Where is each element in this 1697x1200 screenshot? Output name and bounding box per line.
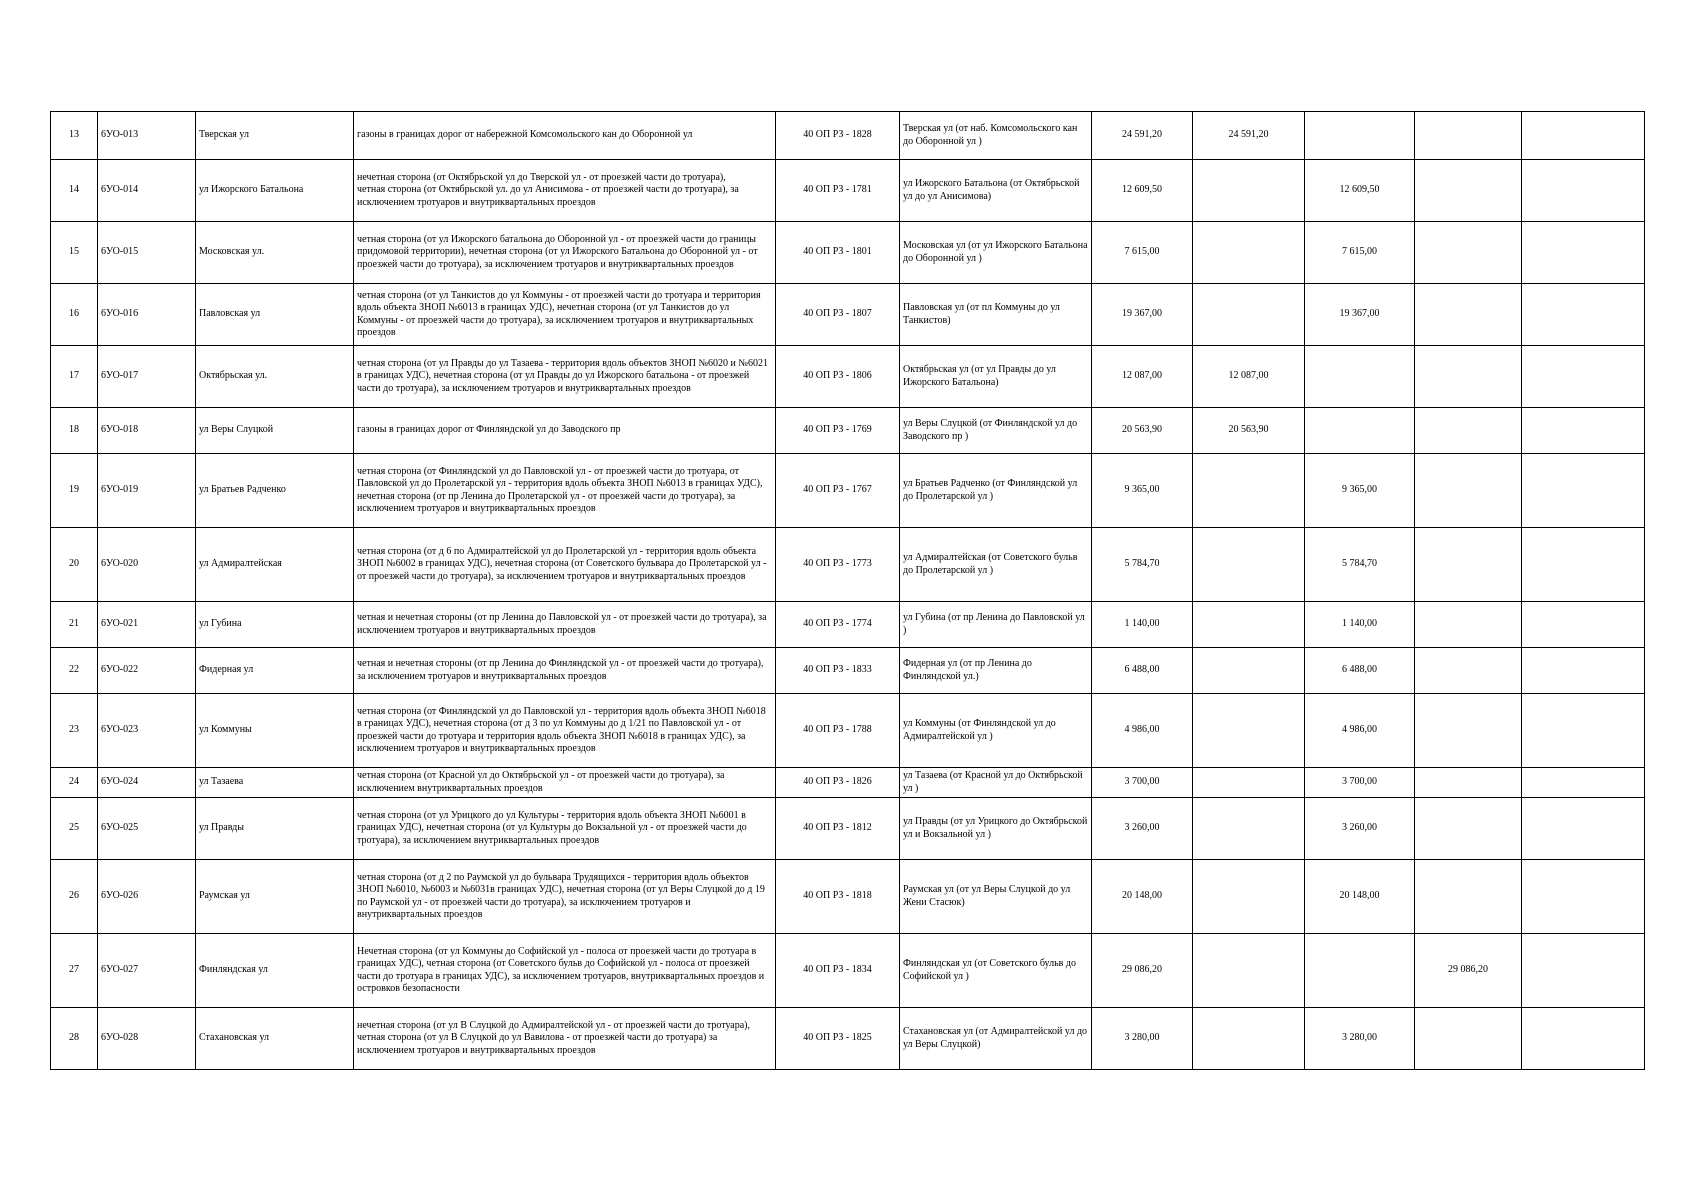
table-row: [51, 112, 1645, 160]
road-name-cell: Московская ул (от ул Ижорского Батальона до Оборонной ул ): [900, 222, 1092, 284]
road-register-number-cell: 40 ОП РЗ - 1801: [776, 222, 900, 284]
street-name-cell: ул Адмиралтейская: [196, 528, 354, 602]
value-col-2-cell: 9 365,00: [1305, 454, 1415, 528]
road-name-cell: ул Губина (от пр Ленина до Павловской ул ): [900, 602, 1092, 648]
total-area-cell: 20 563,90: [1092, 408, 1193, 454]
value-col-1-cell: [1193, 222, 1305, 284]
value-col-4-cell: [1522, 1008, 1645, 1070]
value-col-1-cell: [1193, 160, 1305, 222]
object-code-cell: 6УО-014: [98, 160, 196, 222]
value-col-4-cell: [1522, 284, 1645, 346]
area-description-cell: [354, 454, 776, 528]
total-area-cell: 5 784,70: [1092, 528, 1193, 602]
value-col-4-cell: [1522, 602, 1645, 648]
road-register-number-cell: 40 ОП РЗ - 1812: [776, 798, 900, 860]
value-col-2-cell: 3 700,00: [1305, 768, 1415, 798]
value-col-2-cell: 3 260,00: [1305, 798, 1415, 860]
value-col-3-cell: [1415, 860, 1522, 934]
area-description-cell: [354, 934, 776, 1008]
road-register-number-cell: 40 ОП РЗ - 1767: [776, 454, 900, 528]
value-col-3-cell: [1415, 160, 1522, 222]
value-col-4-cell: [1522, 798, 1645, 860]
object-code-cell: 6УО-015: [98, 222, 196, 284]
street-name-cell: Финляндская ул: [196, 934, 354, 1008]
value-col-1-cell: [1193, 694, 1305, 768]
value-col-4-cell: [1522, 694, 1645, 768]
road-register-number-cell: 40 ОП РЗ - 1833: [776, 648, 900, 694]
description-line: газоны в границах дорог от набережной Комсомольского кан до Оборонной ул: [357, 129, 693, 141]
value-col-3-cell: [1415, 768, 1522, 798]
row-number-cell: 13: [51, 112, 98, 160]
row-number-cell: 15: [51, 222, 98, 284]
value-col-1-cell: [1193, 768, 1305, 798]
description-line: четная сторона (от ул Урицкого до ул Культуры - территория вдоль объекта ЗНОП №6001 в границах УДС), нечетная сторона (от ул Культуры до Вокзальной ул - от проезжей части до тротуара), за исключением внутриквартальных проездов: [357, 809, 747, 846]
value-col-3-cell: [1415, 798, 1522, 860]
value-col-2-cell: 6 488,00: [1305, 648, 1415, 694]
road-register-number-cell: 40 ОП РЗ - 1825: [776, 1008, 900, 1070]
road-register-number-cell: 40 ОП РЗ - 1788: [776, 694, 900, 768]
table-row: [51, 798, 1645, 860]
object-code-cell: 6УО-025: [98, 798, 196, 860]
street-name-cell: Тверская ул: [196, 112, 354, 160]
value-col-3-cell: 29 086,20: [1415, 934, 1522, 1008]
object-code-cell: 6УО-016: [98, 284, 196, 346]
table-row: [51, 694, 1645, 768]
total-area-cell: 4 986,00: [1092, 694, 1193, 768]
row-number-cell: 23: [51, 694, 98, 768]
street-name-cell: Октябрьская ул.: [196, 346, 354, 408]
table-row: [51, 648, 1645, 694]
table-row: [51, 284, 1645, 346]
value-col-3-cell: [1415, 602, 1522, 648]
street-register-table: [50, 111, 1645, 1070]
total-area-cell: 1 140,00: [1092, 602, 1193, 648]
total-area-cell: 3 700,00: [1092, 768, 1193, 798]
row-number-cell: 24: [51, 768, 98, 798]
total-area-cell: 7 615,00: [1092, 222, 1193, 284]
total-area-cell: 12 609,50: [1092, 160, 1193, 222]
row-number-cell: 25: [51, 798, 98, 860]
value-col-4-cell: [1522, 408, 1645, 454]
object-code-cell: 6УО-017: [98, 346, 196, 408]
area-description-cell: [354, 602, 776, 648]
description-line: четная сторона (от Красной ул до Октябрьской ул - от проезжей части до тротуара), за исключением внутриквартальных проездов: [357, 770, 725, 794]
object-code-cell: 6УО-022: [98, 648, 196, 694]
object-code-cell: 6УО-018: [98, 408, 196, 454]
area-description-cell: [354, 528, 776, 602]
total-area-cell: 9 365,00: [1092, 454, 1193, 528]
value-col-4-cell: [1522, 648, 1645, 694]
value-col-1-cell: 24 591,20: [1193, 112, 1305, 160]
total-area-cell: 12 087,00: [1092, 346, 1193, 408]
table-row: [51, 346, 1645, 408]
road-register-number-cell: 40 ОП РЗ - 1826: [776, 768, 900, 798]
value-col-2-cell: 4 986,00: [1305, 694, 1415, 768]
row-number-cell: 28: [51, 1008, 98, 1070]
value-col-2-cell: [1305, 346, 1415, 408]
road-register-number-cell: 40 ОП РЗ - 1828: [776, 112, 900, 160]
road-name-cell: Стахановская ул (от Адмиралтейской ул до ул Веры Слуцкой): [900, 1008, 1092, 1070]
row-number-cell: 14: [51, 160, 98, 222]
value-col-4-cell: [1522, 160, 1645, 222]
value-col-1-cell: [1193, 1008, 1305, 1070]
row-number-cell: 17: [51, 346, 98, 408]
area-description-cell: [354, 648, 776, 694]
value-col-4-cell: [1522, 454, 1645, 528]
object-code-cell: 6УО-028: [98, 1008, 196, 1070]
area-description-cell: [354, 160, 776, 222]
table-row: [51, 408, 1645, 454]
road-name-cell: Павловская ул (от пл Коммуны до ул Танкистов): [900, 284, 1092, 346]
area-description-cell: [354, 694, 776, 768]
object-code-cell: 6УО-021: [98, 602, 196, 648]
road-register-number-cell: 40 ОП РЗ - 1818: [776, 860, 900, 934]
value-col-3-cell: [1415, 346, 1522, 408]
road-name-cell: Фидерная ул (от пр Ленина до Финляндской ул.): [900, 648, 1092, 694]
description-line: четная сторона (от ул Ижорского батальона до Оборонной ул - от проезжей части до границы придомовой территории), нечетная сторона (от ул Ижорского Батальона до Оборонной ул - от проезжей части до тротуара), за исключением тротуаров и внутриквартальных проездов: [357, 233, 758, 270]
area-description-cell: [354, 860, 776, 934]
value-col-3-cell: [1415, 112, 1522, 160]
area-description-cell: [354, 222, 776, 284]
value-col-4-cell: [1522, 528, 1645, 602]
value-col-3-cell: [1415, 408, 1522, 454]
area-description-cell: [354, 1008, 776, 1070]
table-row: [51, 528, 1645, 602]
description-line: четная сторона (от ул Танкистов до ул Коммуны - от проезжей части до тротуара и территория вдоль объекта ЗНОП №6013 в границах УДС), нечетная сторона (от ул Танкистов до ул Коммуны - от проезжей части до тротуара), за исключением тротуаров и внутриквартальных проездов: [357, 289, 761, 338]
street-name-cell: ул Веры Слуцкой: [196, 408, 354, 454]
value-col-4-cell: [1522, 934, 1645, 1008]
description-line: нечетная сторона (от ул В Слуцкой до Адмиралтейской ул - от проезжей части до тротуара),: [357, 1019, 751, 1031]
row-number-cell: 21: [51, 602, 98, 648]
value-col-1-cell: [1193, 934, 1305, 1008]
street-name-cell: Московская ул.: [196, 222, 354, 284]
street-name-cell: Фидерная ул: [196, 648, 354, 694]
object-code-cell: 6УО-026: [98, 860, 196, 934]
road-name-cell: ул Ижорского Батальона (от Октябрьской ул до ул Анисимова): [900, 160, 1092, 222]
total-area-cell: 19 367,00: [1092, 284, 1193, 346]
table-row: [51, 768, 1645, 798]
description-line: Нечетная сторона (от ул Коммуны до Софийской ул - полоса от проезжей части до тротуара в границах УДС), четная сторона (от Советского бульв до Софийской ул - полоса от проезжей части до тротуара в границах УДС), за исключением тротуаров, внутриквартальных проездов и островков безопасности: [357, 945, 765, 994]
table-row: [51, 860, 1645, 934]
street-name-cell: ул Ижорского Батальона: [196, 160, 354, 222]
road-name-cell: Финляндская ул (от Советского бульв до Софийской ул ): [900, 934, 1092, 1008]
description-line: газоны в границах дорог от Финляндской ул до Заводского пр: [357, 424, 621, 436]
value-col-1-cell: [1193, 860, 1305, 934]
table-body: [51, 112, 1645, 1070]
row-number-cell: 22: [51, 648, 98, 694]
value-col-2-cell: [1305, 408, 1415, 454]
value-col-1-cell: [1193, 648, 1305, 694]
description-line: четная и нечетная стороны (от пр Ленина до Финляндской ул - от проезжей части до тротуара), за исключением тротуаров и внутриквартальных проездов: [357, 658, 764, 682]
value-col-4-cell: [1522, 112, 1645, 160]
value-col-2-cell: 5 784,70: [1305, 528, 1415, 602]
value-col-1-cell: 20 563,90: [1193, 408, 1305, 454]
road-name-cell: ул Веры Слуцкой (от Финляндской ул до Заводского пр ): [900, 408, 1092, 454]
street-name-cell: Павловская ул: [196, 284, 354, 346]
street-name-cell: ул Тазаева: [196, 768, 354, 798]
value-col-4-cell: [1522, 860, 1645, 934]
row-number-cell: 19: [51, 454, 98, 528]
row-number-cell: 27: [51, 934, 98, 1008]
description-line: четная сторона (от ул В Слуцкой до ул Вавилова - от проезжей части до тротуара) за исключением тротуаров и внутриквартальных проездов: [357, 1032, 718, 1056]
description-line: четная сторона (от д 2 по Раумской ул до бульвара Трудящихся - территория вдоль объектов ЗНОП №6010, №6003 и №6031в границах УДС), нечетная сторона (от ул Веры Слуцкой до д 19 по Раумской ул - от проезжей части до тротуара), за исключением тротуаров и внутриквартальных проездов: [357, 871, 765, 920]
object-code-cell: 6УО-024: [98, 768, 196, 798]
value-col-1-cell: [1193, 284, 1305, 346]
value-col-4-cell: [1522, 768, 1645, 798]
road-register-number-cell: 40 ОП РЗ - 1773: [776, 528, 900, 602]
value-col-3-cell: [1415, 454, 1522, 528]
road-name-cell: ул Тазаева (от Красной ул до Октябрьской ул ): [900, 768, 1092, 798]
road-name-cell: Тверская ул (от наб. Комсомольского кан до Оборонной ул ): [900, 112, 1092, 160]
table-row: [51, 1008, 1645, 1070]
table-row: [51, 602, 1645, 648]
road-name-cell: ул Адмиралтейская (от Советского бульв до Пролетарской ул ): [900, 528, 1092, 602]
road-register-number-cell: 40 ОП РЗ - 1807: [776, 284, 900, 346]
description-line: четная сторона (от д 6 по Адмиралтейской ул до Пролетарской ул - территория вдоль объекта ЗНОП №6002 в границах УДС), нечетная сторона (от Советского бульвара до Пролетарской ул - от проезжей части до тротуара), за исключением тротуаров и внутриквартальных проездов: [357, 545, 767, 582]
value-col-1-cell: [1193, 454, 1305, 528]
object-code-cell: 6УО-027: [98, 934, 196, 1008]
table-row: [51, 222, 1645, 284]
street-name-cell: ул Коммуны: [196, 694, 354, 768]
road-name-cell: Октябрьская ул (от ул Правды до ул Ижорского Батальона): [900, 346, 1092, 408]
table-row: [51, 160, 1645, 222]
description-line: четная сторона (от ул Правды до ул Тазаева - территория вдоль объектов ЗНОП №6020 и №6021 в границах УДС), нечетная сторона (от ул Правды до ул Ижорского батальона - от проезжей части до тротуара), за исключением тротуаров и внутриквартальных проездов: [357, 357, 768, 394]
object-code-cell: 6УО-020: [98, 528, 196, 602]
total-area-cell: 24 591,20: [1092, 112, 1193, 160]
value-col-1-cell: [1193, 528, 1305, 602]
row-number-cell: 20: [51, 528, 98, 602]
value-col-1-cell: [1193, 798, 1305, 860]
value-col-4-cell: [1522, 346, 1645, 408]
row-number-cell: 18: [51, 408, 98, 454]
row-number-cell: 16: [51, 284, 98, 346]
value-col-2-cell: 3 280,00: [1305, 1008, 1415, 1070]
total-area-cell: 3 260,00: [1092, 798, 1193, 860]
area-description-cell: [354, 346, 776, 408]
value-col-3-cell: [1415, 222, 1522, 284]
street-name-cell: ул Братьев Радченко: [196, 454, 354, 528]
area-description-cell: [354, 112, 776, 160]
total-area-cell: 6 488,00: [1092, 648, 1193, 694]
value-col-3-cell: [1415, 284, 1522, 346]
table-row: [51, 454, 1645, 528]
area-description-cell: [354, 768, 776, 798]
value-col-4-cell: [1522, 222, 1645, 284]
description-line: четная сторона (от Финляндской ул до Павловской ул - от проезжей части до тротуара, от Павловской ул до Пролетарской ул - территория вдоль объекта ЗНОП №6013 в границах УДС), нечетная сторона (от пр Ленина до Пролетарской ул - от проезжей части до тротуара), за исключением тротуаров и внутриквартальных проездов: [357, 465, 763, 514]
object-code-cell: 6УО-023: [98, 694, 196, 768]
area-description-cell: [354, 408, 776, 454]
road-register-number-cell: 40 ОП РЗ - 1774: [776, 602, 900, 648]
object-code-cell: 6УО-013: [98, 112, 196, 160]
road-name-cell: Раумская ул (от ул Веры Слуцкой до ул Жени Стасюк): [900, 860, 1092, 934]
road-register-number-cell: 40 ОП РЗ - 1806: [776, 346, 900, 408]
value-col-3-cell: [1415, 694, 1522, 768]
object-code-cell: 6УО-019: [98, 454, 196, 528]
street-name-cell: ул Правды: [196, 798, 354, 860]
value-col-2-cell: [1305, 934, 1415, 1008]
road-register-number-cell: 40 ОП РЗ - 1834: [776, 934, 900, 1008]
row-number-cell: 26: [51, 860, 98, 934]
road-register-number-cell: 40 ОП РЗ - 1769: [776, 408, 900, 454]
value-col-2-cell: 12 609,50: [1305, 160, 1415, 222]
total-area-cell: 29 086,20: [1092, 934, 1193, 1008]
street-name-cell: Раумская ул: [196, 860, 354, 934]
value-col-2-cell: 20 148,00: [1305, 860, 1415, 934]
value-col-1-cell: [1193, 602, 1305, 648]
street-name-cell: Стахановская ул: [196, 1008, 354, 1070]
description-line: четная и нечетная стороны (от пр Ленина до Павловской ул - от проезжей части до тротуара), за исключением тротуаров и внутриквартальных проездов: [357, 612, 767, 636]
value-col-2-cell: [1305, 112, 1415, 160]
area-description-cell: [354, 284, 776, 346]
table-row: [51, 934, 1645, 1008]
value-col-2-cell: 19 367,00: [1305, 284, 1415, 346]
value-col-2-cell: 7 615,00: [1305, 222, 1415, 284]
value-col-3-cell: [1415, 648, 1522, 694]
description-line: четная сторона (от Финляндской ул до Павловской ул - территория вдоль объекта ЗНОП №6018 в границах УДС), нечетная сторона (от д 3 по ул Коммуны до д 1/21 по Павловской ул - от проезжей части до тротуара и территория вдоль объекта ЗНОП №6018 в границах УДС), за исключением тротуаров и внутриквартальных проездов: [357, 705, 766, 754]
value-col-3-cell: [1415, 1008, 1522, 1070]
description-line: нечетная сторона (от Октябрьской ул до Тверской ул - от проезжей части до тротуара),: [357, 171, 726, 183]
total-area-cell: 3 280,00: [1092, 1008, 1193, 1070]
road-name-cell: ул Коммуны (от Финляндской ул до Адмиралтейской ул ): [900, 694, 1092, 768]
road-register-number-cell: 40 ОП РЗ - 1781: [776, 160, 900, 222]
value-col-2-cell: 1 140,00: [1305, 602, 1415, 648]
area-description-cell: [354, 798, 776, 860]
road-name-cell: ул Братьев Радченко (от Финляндской ул до Пролетарской ул ): [900, 454, 1092, 528]
road-name-cell: ул Правды (от ул Урицкого до Октябрьской ул и Вокзальной ул ): [900, 798, 1092, 860]
street-name-cell: ул Губина: [196, 602, 354, 648]
description-line: четная сторона (от Октябрьской ул. до ул Анисимова - от проезжей части до тротуара), за исключением тротуаров и внутриквартальных проездов: [357, 184, 739, 208]
value-col-3-cell: [1415, 528, 1522, 602]
total-area-cell: 20 148,00: [1092, 860, 1193, 934]
value-col-1-cell: 12 087,00: [1193, 346, 1305, 408]
